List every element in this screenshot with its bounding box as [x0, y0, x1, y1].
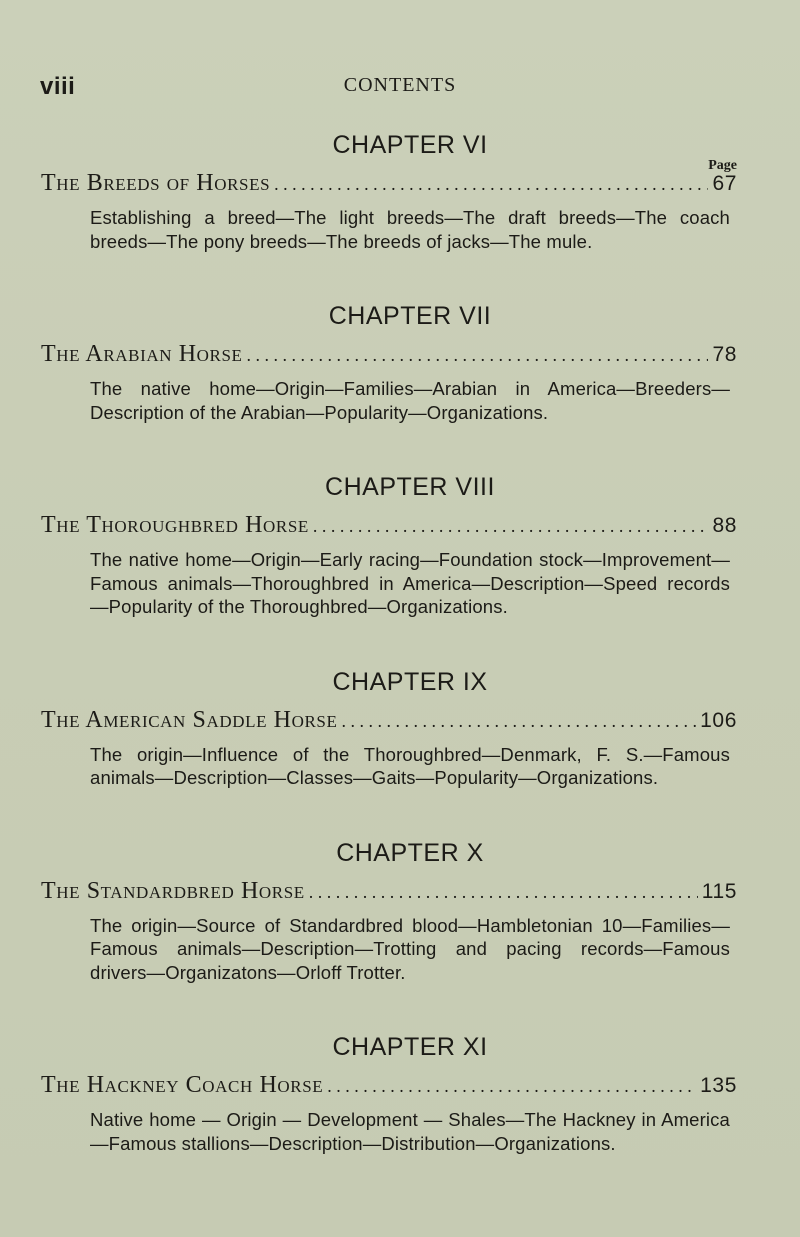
chapter-entry — [41, 128, 737, 253]
chapter-page-number: 78 — [712, 343, 737, 366]
chapter-title: The Hackney Coach Horse — [41, 1072, 324, 1098]
chapter-heading: CHAPTER XI — [332, 1033, 488, 1061]
chapter-entry — [41, 299, 737, 424]
toc-entry-line[interactable] — [41, 341, 737, 371]
chapter-heading: CHAPTER VII — [328, 302, 492, 330]
chapter-title: The Thoroughbred Horse — [41, 512, 309, 538]
chapter-title: The Arabian Horse — [41, 341, 243, 367]
chapter-title: The Breeds of Horses — [41, 170, 271, 196]
chapter-description: The native home—Origin—Families—Arabian in America—Breeders—Description of the Arabian—Popularity—Organizations. — [90, 378, 730, 423]
chapter-page-number: 88 — [712, 514, 737, 537]
chapter-heading: CHAPTER X — [336, 838, 484, 867]
chapter-page-number: 135 — [700, 1074, 737, 1097]
chapter-title: The Standardbred Horse — [41, 877, 305, 904]
dot-leader — [327, 1076, 696, 1097]
running-head: CONTENTS — [343, 74, 457, 96]
chapter-description: The origin—Source of Standardbred blood—Hambletonian 10—Families—Famous animals—Description—Trotting and pacing records—Famous drivers—Organizatons—Orloff Trotter. — [90, 914, 730, 983]
chapter-description: Establishing a breed—The light breeds—The draft breeds—The coach breeds—The pony breeds—The breeds of jacks—The mule. — [90, 207, 730, 252]
dot-leader — [341, 711, 696, 732]
chapter-description: The origin—Influence of the Thoroughbred—Denmark, F. S.—Famous animals—Description—Classes—Gaits—Popularity—Organizations. — [90, 743, 730, 788]
chapter-entry — [41, 665, 737, 790]
chapter-page-number: 106 — [700, 708, 737, 732]
chapter-heading: CHAPTER VIII — [325, 473, 495, 501]
page-header — [40, 73, 760, 103]
page-column-label: Page — [708, 158, 737, 173]
chapter-description: The native home—Origin—Early racing—Foundation stock—Improvement—Famous animals—Thoroughbred in America—Description—Speed records—Popularity of the Thoroughbred—Organizations. — [90, 549, 730, 617]
chapter-entry — [41, 470, 737, 619]
toc-entry-line[interactable] — [41, 1072, 737, 1102]
toc-entry-line[interactable] — [41, 170, 737, 200]
chapter-entry — [41, 1030, 737, 1155]
dot-leader — [313, 516, 709, 537]
chapter-title: The American Saddle Horse — [41, 706, 338, 733]
page-number: viii — [40, 73, 76, 100]
chapter-entry — [41, 836, 737, 985]
chapter-heading: CHAPTER VI — [332, 131, 488, 159]
table-of-contents — [41, 128, 737, 1155]
toc-entry-line[interactable] — [41, 878, 737, 908]
chapter-heading: CHAPTER IX — [332, 667, 488, 696]
dot-leader — [274, 174, 708, 195]
toc-entry-line[interactable] — [41, 512, 737, 542]
chapter-page-number: 67 — [712, 172, 737, 195]
dot-leader — [247, 345, 709, 366]
dot-leader — [309, 882, 698, 903]
toc-entry-line[interactable] — [41, 707, 737, 737]
chapter-page-number: 115 — [701, 879, 737, 903]
chapter-description: Native home — Origin — Development — Shales—The Hackney in America—Famous stallions—Description—Distribution—Organizations. — [90, 1109, 730, 1154]
